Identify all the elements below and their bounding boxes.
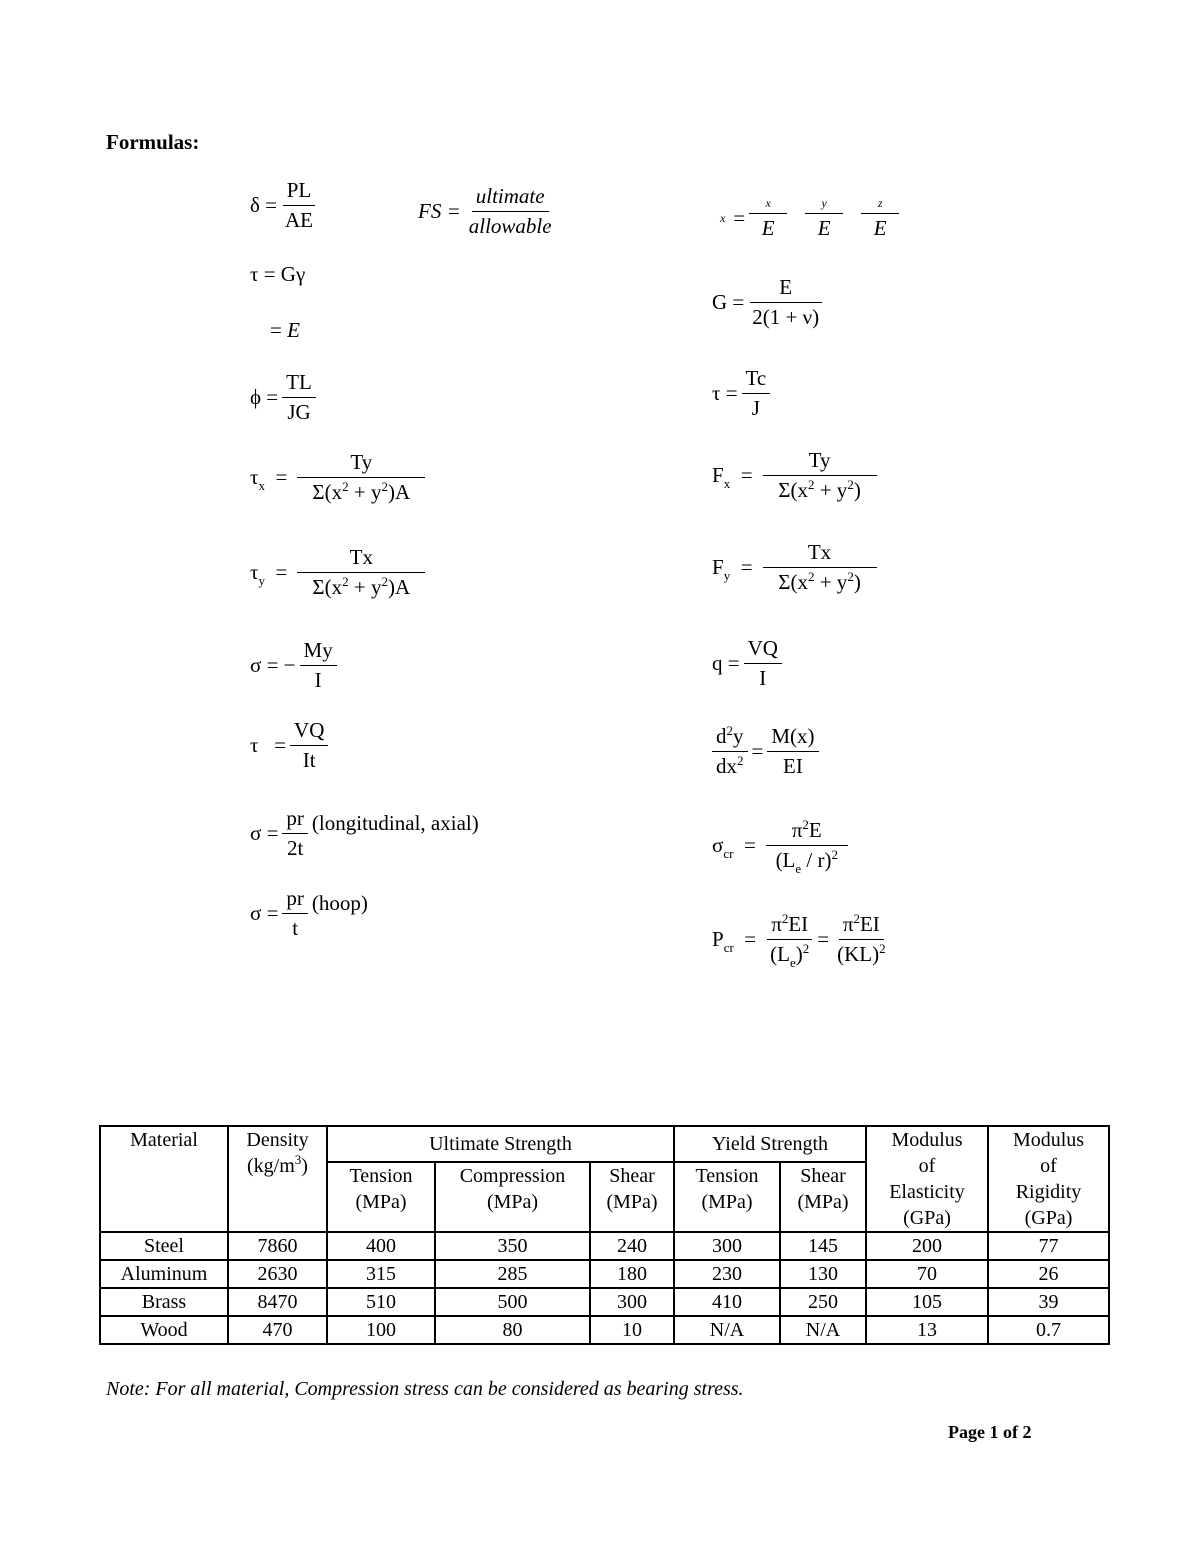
header-yield-tension: Tension (MPa) (674, 1162, 780, 1232)
header-ult-tension: Tension (MPa) (327, 1162, 435, 1232)
formulas-heading: Formulas: (106, 130, 200, 154)
formula-flexure: σ = − $\frac{My}{I}$ (250, 638, 341, 693)
header-modulus-elasticity: Modulus of Elasticity (GPa) (866, 1126, 988, 1232)
material-name-cell: Steel (100, 1232, 228, 1260)
table-cell: 470 (228, 1316, 327, 1344)
table-note: Note: For all material, Compression stress can be considered as bearing stress. (106, 1378, 744, 1400)
table-cell: 39 (988, 1288, 1109, 1316)
table-cell: 2630 (228, 1260, 327, 1288)
table-cell: 510 (327, 1288, 435, 1316)
table-cell: 130 (780, 1260, 866, 1288)
table-cell: 80 (435, 1316, 590, 1344)
formula-axial-deformation: δ = $\frac{PL}{AE}$ (250, 178, 321, 233)
table-cell: 315 (327, 1260, 435, 1288)
formula-hoop-stress: σ = $\frac{pr}{t}$ (hoop) (250, 886, 368, 940)
formula-shear-modulus: G = $\frac{E}{2(1 + \nu)}$ (712, 275, 827, 330)
formula-torsion: τ = $\frac{Tc}{J}$ (712, 366, 774, 421)
table-cell: 400 (327, 1232, 435, 1260)
table-cell: 145 (780, 1232, 866, 1260)
table-row (100, 1232, 1109, 1260)
material-properties-table (99, 1125, 1110, 1345)
material-name-cell: Wood (100, 1316, 228, 1344)
formula-tau-x: $\tau_x$ = $\frac{Ty}{\Sigma(x^2 + y^2)A}$ (250, 450, 429, 505)
header-ult-shear: Shear (MPa) (590, 1162, 674, 1232)
formula-tau-y: $\tau_y$ = $\frac{Tx}{\Sigma(x^2 + y^2)A}$ (250, 545, 429, 600)
header-material: Material (100, 1126, 228, 1232)
table-cell: 240 (590, 1232, 674, 1260)
header-ultimate-strength: Ultimate Strength (327, 1126, 674, 1162)
table-cell: N/A (780, 1316, 866, 1344)
table-cell: 250 (780, 1288, 866, 1316)
table-cell: 7860 (228, 1232, 327, 1260)
header-yield-strength: Yield Strength (674, 1126, 866, 1162)
formula-hooke: = E (270, 318, 300, 342)
table-cell: 350 (435, 1232, 590, 1260)
header-density: Density $(kg/m^3)$ (228, 1126, 327, 1232)
table-cell: 300 (590, 1288, 674, 1316)
header-yield-shear: Shear (MPa) (780, 1162, 866, 1232)
table-cell: N/A (674, 1316, 780, 1344)
table-row (100, 1316, 1109, 1344)
table-cell: 230 (674, 1260, 780, 1288)
table-cell: 70 (866, 1260, 988, 1288)
table-cell: 500 (435, 1288, 590, 1316)
table-cell: 285 (435, 1260, 590, 1288)
table-cell: 77 (988, 1232, 1109, 1260)
table-cell: 300 (674, 1232, 780, 1260)
formula-shear-stress-beam: τ = $\frac{VQ}{It}$ (250, 718, 332, 773)
table-cell: 410 (674, 1288, 780, 1316)
table-cell: 10 (590, 1316, 674, 1344)
formula-shear-strain: τ = Gγ (250, 262, 306, 286)
table-cell: 180 (590, 1260, 674, 1288)
formula-fx: $F_x$ = $\frac{Ty}{\Sigma(x^2 + y^2)}$ (712, 448, 881, 503)
formula-angle-of-twist: ϕ = $\frac{TL}{JG}$ (250, 370, 320, 425)
material-name-cell: Aluminum (100, 1260, 228, 1288)
formula-critical-load: $P_{cr}$ = $\frac{\pi^2EI}{(L_e)^2}$ = $\frac{\pi^2EI}{(KL)^2}$ (712, 911, 886, 970)
formula-critical-stress: $\sigma_{cr}$ = $\frac{\pi^2E}{(L_e / r)^2}$ (712, 818, 852, 873)
table-cell: 26 (988, 1260, 1109, 1288)
material-name-cell: Brass (100, 1288, 228, 1316)
formula-longitudinal-stress: σ = $\frac{pr}{2t}$ (longitudinal, axial) (250, 806, 479, 860)
formula-shear-flow: q = $\frac{VQ}{I}$ (712, 636, 786, 691)
table-row (100, 1260, 1109, 1288)
table-cell: 105 (866, 1288, 988, 1316)
table-cell: 0.7 (988, 1316, 1109, 1344)
table-cell: 13 (866, 1316, 988, 1344)
formula-fy: $F_y$ = $\frac{Tx}{\Sigma(x^2 + y^2)}$ (712, 540, 881, 595)
page-number: Page 1 of 2 (948, 1422, 1032, 1442)
formula-factor-of-safety: FS = $\frac{\text{ultimate}}{\text{allowable}}$ (418, 184, 552, 238)
table-cell: 100 (327, 1316, 435, 1344)
formula-elastic-curve: $\frac{d^2y}{dx^2}$ = $\frac{M(x)}{EI}$ (708, 724, 823, 779)
table-row (100, 1288, 1109, 1316)
table-cell: 200 (866, 1232, 988, 1260)
table-cell: 8470 (228, 1288, 327, 1316)
formula-generalized-hooke: x = $\frac{x}{E}$ $\frac{y}{E}$ $\frac{z}{E}$ (720, 196, 903, 241)
header-modulus-rigidity: Modulus of Rigidity (GPa) (988, 1126, 1109, 1232)
header-ult-compression: Compression (MPa) (435, 1162, 590, 1232)
